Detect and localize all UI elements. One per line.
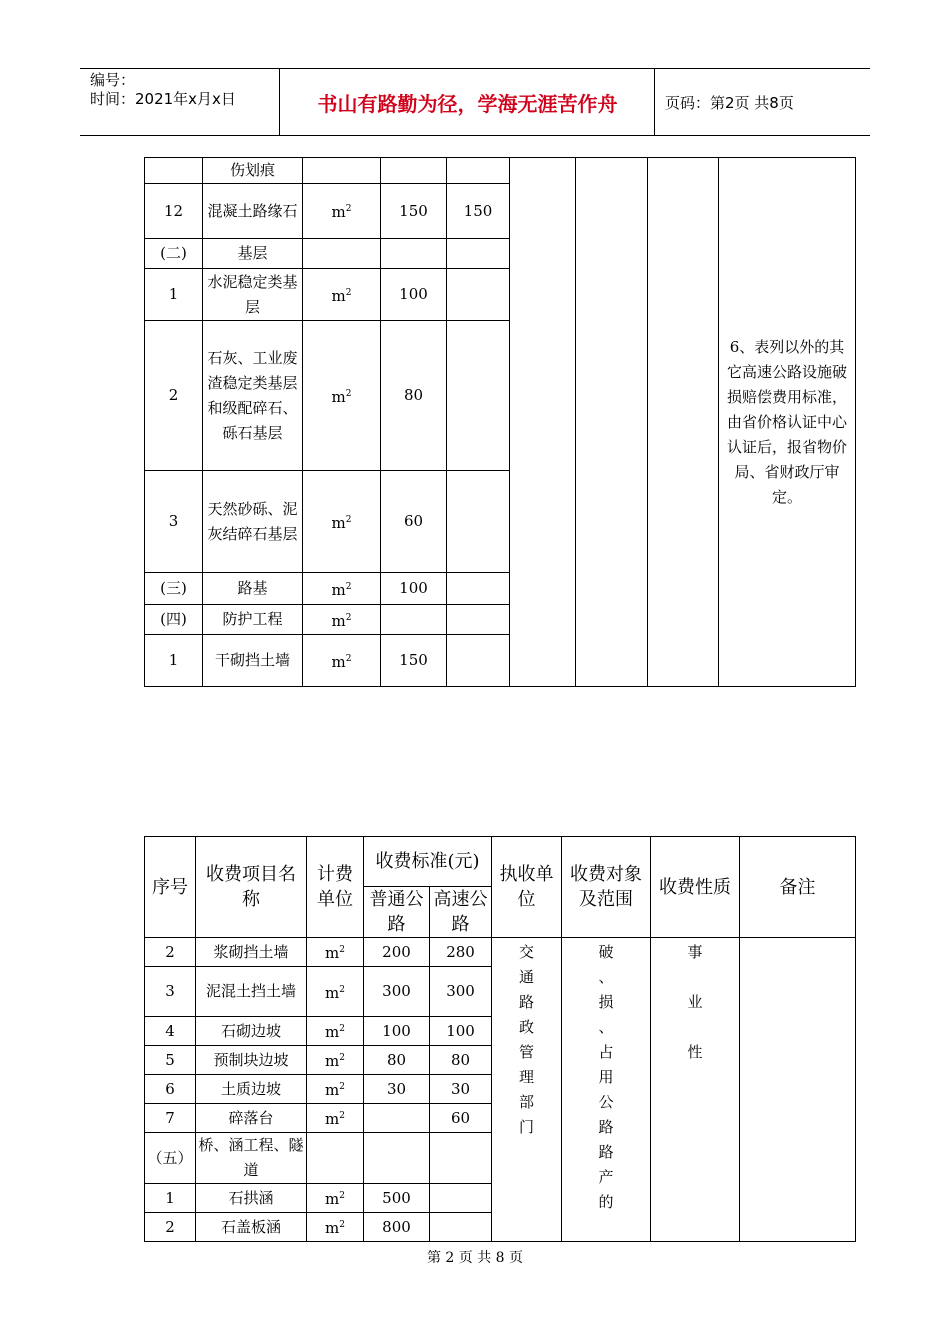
cell-name: 防护工程	[203, 605, 303, 635]
unit-exponent: 2	[345, 612, 352, 623]
cell-express: 30	[430, 1075, 492, 1104]
unit-cell	[303, 635, 381, 687]
cell-normal	[381, 158, 447, 184]
unit-base: m	[331, 513, 346, 532]
unit-base: m	[331, 580, 346, 599]
cell-no: 7	[145, 1104, 196, 1133]
cell-normal: 30	[364, 1075, 430, 1104]
header-nature: 收费性质	[651, 837, 740, 938]
unit-cell	[307, 1213, 364, 1242]
fee-table-continued	[144, 157, 856, 687]
cell-express	[447, 321, 510, 471]
cell-name: 桥、涵工程、隧道	[196, 1133, 307, 1184]
cell-express: 300	[430, 967, 492, 1017]
cell-express	[447, 635, 510, 687]
scope-cell-char: 、	[598, 1018, 614, 1036]
cell-normal: 100	[381, 573, 447, 605]
cell-no: (四)	[145, 605, 203, 635]
unit-base: m	[331, 611, 346, 630]
cell-express	[430, 1184, 492, 1213]
cell-name: 干砌挡土墙	[203, 635, 303, 687]
nature-cell	[651, 938, 740, 1242]
agency-cell-char: 理	[519, 1068, 535, 1086]
cell-name: 水泥稳定类基层	[203, 269, 303, 321]
nature-char: 事	[687, 943, 703, 961]
unit-cell	[307, 938, 364, 967]
nature-char: 业	[687, 993, 703, 1011]
unit-cell	[303, 605, 381, 635]
empty-scope-cell	[576, 158, 648, 687]
unit-cell	[307, 967, 364, 1017]
unit-cell	[303, 269, 381, 321]
unit-base: m	[325, 1190, 340, 1208]
unit-cell	[303, 321, 381, 471]
cell-normal: 60	[381, 471, 447, 573]
cell-normal: 150	[381, 184, 447, 239]
header-remark: 备注	[740, 837, 856, 938]
cell-normal: 300	[364, 967, 430, 1017]
agency-cell-char: 政	[519, 1018, 535, 1036]
table-row	[145, 158, 856, 184]
cell-no: 12	[145, 184, 203, 239]
cell-normal	[381, 239, 447, 269]
empty-nature-cell	[648, 158, 719, 687]
note-cell: 6、表列以外的其它高速公路设施破损赔偿费用标准，由省价格认证中心认证后，报省物价局、省财政厅审定。	[719, 158, 856, 687]
cell-name: 碎落台	[196, 1104, 307, 1133]
cell-normal: 80	[364, 1046, 430, 1075]
cell-no: 3	[145, 471, 203, 573]
remark-cell	[740, 938, 856, 1242]
time-label: 时间：2021年x月x日	[90, 90, 236, 108]
header-agency: 执收单位	[492, 837, 562, 938]
unit-exponent: 2	[345, 581, 352, 592]
agency-cell-char: 门	[519, 1118, 535, 1136]
scope-cell-char: 路	[598, 1118, 614, 1136]
unit-base: m	[325, 1052, 340, 1070]
cell-express: 280	[430, 938, 492, 967]
cell-normal: 800	[364, 1213, 430, 1242]
cell-no: 1	[145, 1184, 196, 1213]
fee-table	[144, 836, 856, 1242]
header-express: 高速公路	[430, 887, 492, 938]
unit-cell	[307, 1184, 364, 1213]
document-header	[80, 68, 870, 136]
agency-cell-char: 部	[519, 1093, 535, 1111]
unit-base: m	[325, 983, 340, 1002]
agency-cell	[492, 938, 562, 1242]
cell-express	[447, 471, 510, 573]
cell-no: （五）	[145, 1133, 196, 1184]
agency-cell-char: 交	[519, 943, 535, 961]
unit-exponent: 2	[339, 1191, 345, 1201]
number-label: 编号：	[90, 71, 136, 89]
cell-normal	[364, 1133, 430, 1184]
cell-name: 泥混土挡土墙	[196, 967, 307, 1017]
agency-cell-char: 通	[519, 968, 535, 986]
scope-cell-char: 损	[598, 993, 614, 1011]
cell-normal: 100	[364, 1017, 430, 1046]
cell-name: 石拱涵	[196, 1184, 307, 1213]
unit-exponent: 2	[339, 1220, 345, 1230]
nature-char: 性	[687, 1043, 703, 1061]
unit-cell	[307, 1133, 364, 1184]
cell-express: 100	[430, 1017, 492, 1046]
empty-agency-cell	[510, 158, 576, 687]
unit-cell	[307, 1017, 364, 1046]
cell-express	[430, 1213, 492, 1242]
unit-exponent: 2	[345, 287, 352, 298]
unit-base: m	[325, 944, 340, 962]
scope-cell-char: 占	[598, 1043, 614, 1061]
cell-no: 2	[145, 321, 203, 471]
cell-express: 150	[447, 184, 510, 239]
cell-normal	[364, 1104, 430, 1133]
cell-no: 1	[145, 269, 203, 321]
cell-no: 2	[145, 938, 196, 967]
cell-express: 60	[430, 1104, 492, 1133]
scope-cell-char: 用	[598, 1068, 614, 1086]
cell-name: 天然砂砾、泥灰结碎石基层	[203, 471, 303, 573]
cell-normal: 100	[381, 269, 447, 321]
cell-no	[145, 158, 203, 184]
cell-express	[447, 269, 510, 321]
scope-cell-char: 破	[598, 943, 614, 961]
unit-cell	[303, 158, 381, 184]
cell-name: 预制块边坡	[196, 1046, 307, 1075]
scope-cell-char: 的	[598, 1193, 614, 1211]
cell-name: 土质边坡	[196, 1075, 307, 1104]
cell-no: 6	[145, 1075, 196, 1104]
header-page-label: 页码：第2页 共8页	[665, 93, 794, 112]
scope-cell	[562, 938, 651, 1242]
cell-name: 浆砌挡土墙	[196, 938, 307, 967]
unit-cell	[307, 1104, 364, 1133]
cell-no: (二)	[145, 239, 203, 269]
cell-express: 80	[430, 1046, 492, 1075]
table-row	[145, 938, 856, 967]
scope-cell-char: 产	[598, 1168, 614, 1186]
cell-normal: 80	[381, 321, 447, 471]
cell-name: 石灰、工业废渣稳定类基层和级配碎石、砾石基层	[203, 321, 303, 471]
cell-express	[447, 573, 510, 605]
cell-no: 4	[145, 1017, 196, 1046]
unit-base: m	[325, 1110, 340, 1128]
cell-name: 混凝土路缘石	[203, 184, 303, 239]
unit-base: m	[331, 286, 346, 305]
unit-exponent: 2	[339, 1053, 345, 1063]
unit-exponent: 2	[339, 945, 345, 955]
cell-express	[447, 239, 510, 269]
agency-cell-char: 路	[519, 993, 535, 1011]
header-motto: 书山有路勤为径，学海无涯苦作舟	[281, 69, 655, 135]
cell-no: 1	[145, 635, 203, 687]
unit-exponent: 2	[339, 1082, 345, 1092]
cell-express	[447, 158, 510, 184]
cell-normal: 500	[364, 1184, 430, 1213]
unit-exponent: 2	[345, 388, 352, 399]
header-unit: 计费单位	[307, 837, 364, 938]
scope-cell-char: 公	[598, 1093, 614, 1111]
cell-normal: 200	[364, 938, 430, 967]
page-footer: 第 2 页 共 8 页	[426, 1250, 524, 1266]
unit-cell	[303, 573, 381, 605]
unit-exponent: 2	[339, 1024, 345, 1034]
cell-express	[430, 1133, 492, 1184]
agency-cell-char: 管	[519, 1043, 535, 1061]
unit-base: m	[325, 1219, 340, 1237]
unit-base: m	[325, 1023, 340, 1041]
cell-no: 3	[145, 967, 196, 1017]
unit-exponent: 2	[339, 984, 345, 995]
unit-cell	[303, 471, 381, 573]
cell-normal	[381, 605, 447, 635]
unit-cell	[303, 239, 381, 269]
unit-exponent: 2	[339, 1111, 345, 1121]
scope-cell-char: 路	[598, 1143, 614, 1161]
cell-no: (三)	[145, 573, 203, 605]
unit-cell	[303, 184, 381, 239]
unit-cell	[307, 1075, 364, 1104]
cell-name: 石砌边坡	[196, 1017, 307, 1046]
header-name: 收费项目名称	[196, 837, 307, 938]
unit-cell	[307, 1046, 364, 1075]
header-meta	[80, 69, 280, 135]
header-normal: 普通公路	[364, 887, 430, 938]
scope-cell-char: 、	[598, 968, 614, 986]
unit-base: m	[331, 652, 346, 671]
cell-name: 石盖板涵	[196, 1213, 307, 1242]
unit-exponent: 2	[345, 514, 352, 525]
unit-base: m	[325, 1081, 340, 1099]
cell-name: 路基	[203, 573, 303, 605]
cell-no: 2	[145, 1213, 196, 1242]
cell-express	[447, 605, 510, 635]
cell-normal: 150	[381, 635, 447, 687]
header-no: 序号	[145, 837, 196, 938]
unit-base: m	[331, 387, 346, 406]
cell-name: 伤划痕	[203, 158, 303, 184]
header-scope: 收费对象及范围	[562, 837, 651, 938]
unit-exponent: 2	[345, 653, 352, 664]
cell-name: 基层	[203, 239, 303, 269]
unit-base: m	[331, 203, 346, 221]
unit-exponent: 2	[345, 204, 352, 214]
header-standard: 收费标准(元)	[364, 837, 492, 887]
cell-no: 5	[145, 1046, 196, 1075]
